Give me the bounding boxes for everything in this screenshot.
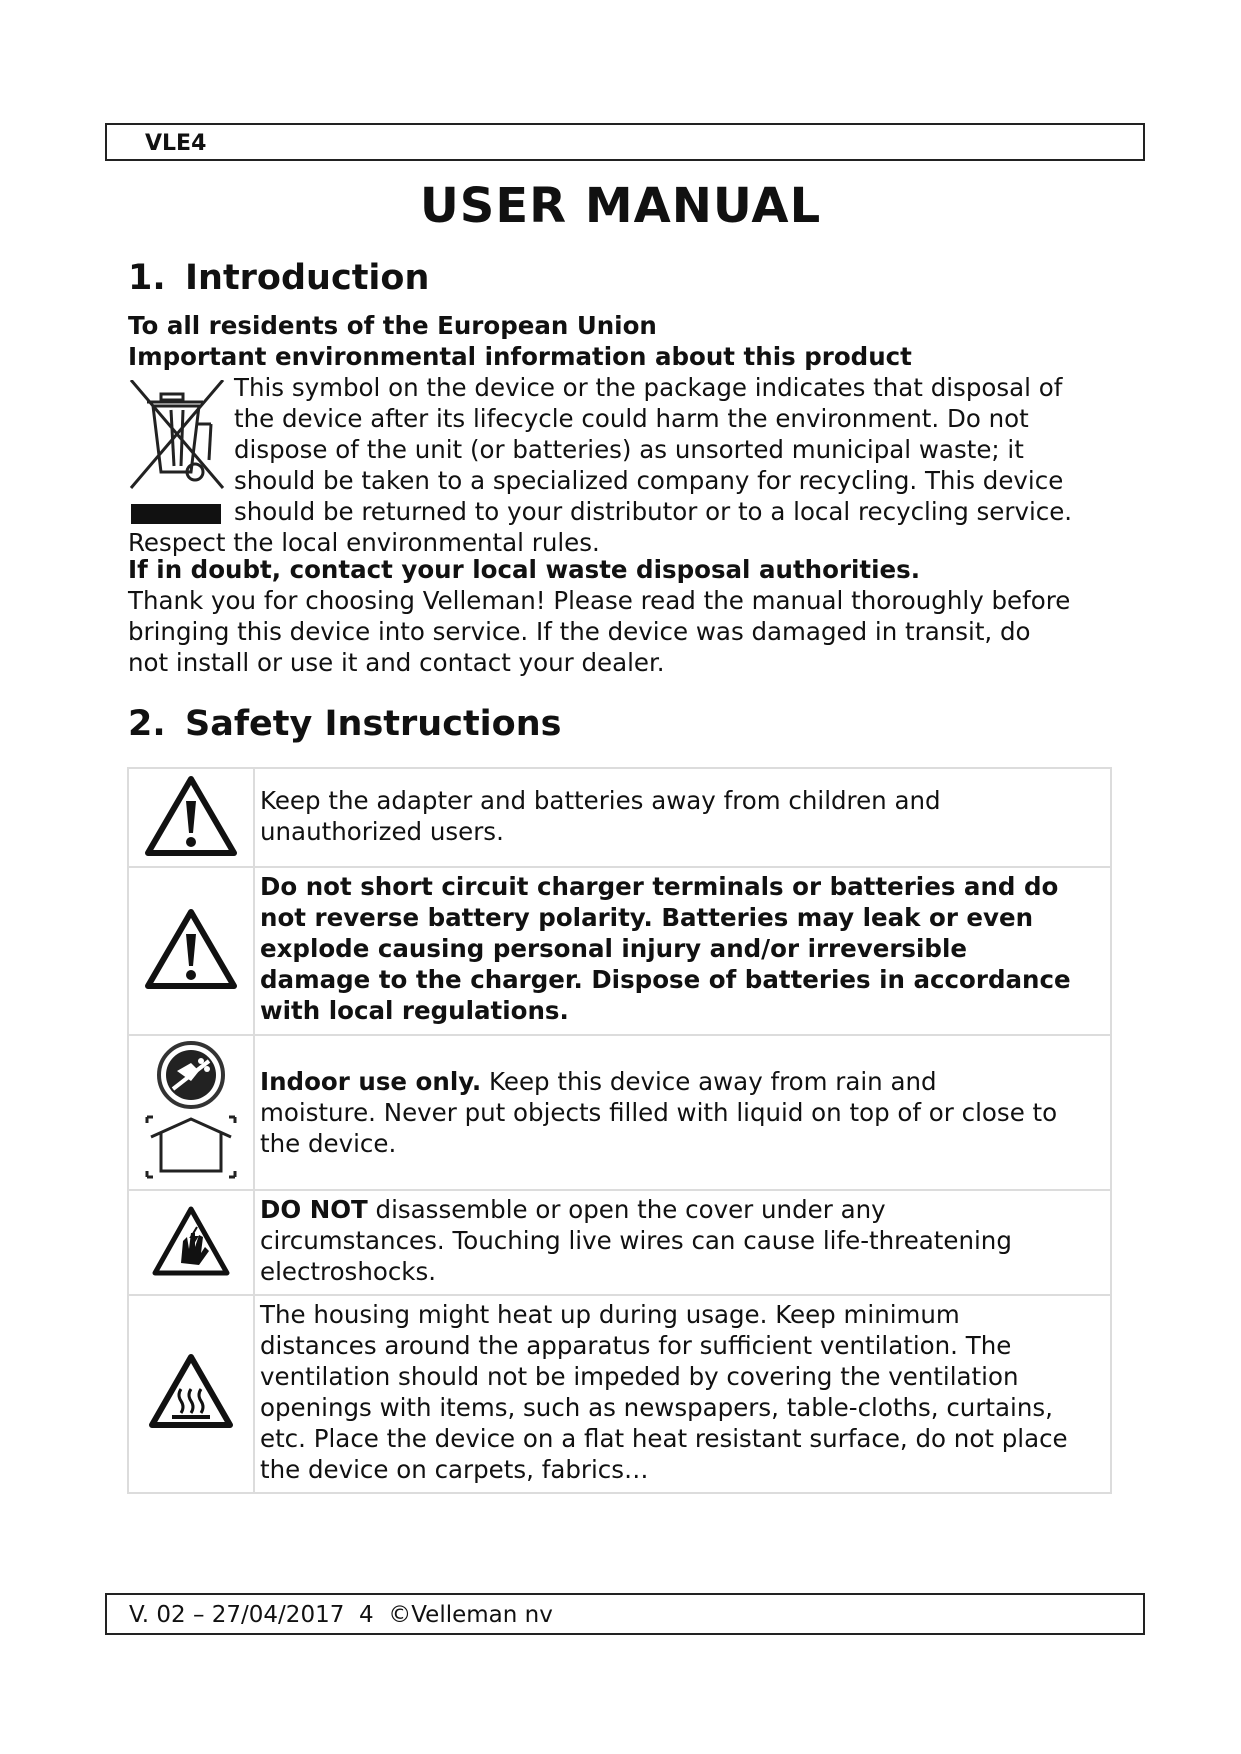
safety-text-line: distances around the apparatus for sufficient ventilation. The	[260, 1331, 1012, 1360]
safety-text-cell	[254, 768, 1111, 867]
safety-row	[128, 867, 1111, 1035]
section-number: 1.	[128, 258, 166, 298]
safety-text-cell	[254, 867, 1111, 1035]
indoor-use-icon	[143, 1041, 239, 1181]
thanks-text-line: not install or use it and contact your dealer.	[128, 648, 665, 677]
weee-text-line: the device after its lifecycle could harm the environment. Do not	[234, 404, 1029, 433]
safety-lead-rest: disassemble or open the cover under any	[367, 1195, 886, 1224]
weee-text-line: should be returned to your distributor or to a local recycling service.	[234, 497, 1073, 526]
safety-text-line	[260, 1194, 1102, 1225]
hot-surface-icon	[148, 1353, 234, 1431]
safety-text-line: Keep the adapter and batteries away from children and	[260, 786, 941, 815]
safety-row	[128, 1035, 1111, 1190]
safety-table	[127, 767, 1112, 1494]
safety-text-line: with local regulations.	[260, 996, 569, 1025]
warning-icon	[144, 908, 238, 990]
environmental-info-line: Important environmental information about this product	[128, 342, 912, 371]
crossed-bin-icon	[127, 380, 231, 530]
safety-text-line: circumstances. Touching live wires can cause life-threatening	[260, 1226, 1012, 1255]
safety-row	[128, 768, 1111, 867]
safety-row	[128, 1295, 1111, 1493]
safety-text-cell	[254, 1295, 1111, 1493]
section-heading-safety	[128, 704, 561, 744]
weee-text-line: should be taken to a specialized company for recycling. This device	[234, 466, 1064, 495]
safety-lead-rest: Keep this device away from rain and	[481, 1067, 937, 1096]
section-title: Safety Instructions	[185, 704, 562, 744]
safety-icon-cell	[128, 1190, 254, 1295]
safety-text-line: The housing might heat up during usage. Keep minimum	[260, 1300, 960, 1329]
weee-text-line: dispose of the unit (or batteries) as unsorted municipal waste; it	[234, 435, 1024, 464]
safety-text-line	[260, 1066, 1102, 1097]
model-code: VLE4	[145, 131, 207, 156]
safety-text-line: unauthorized users.	[260, 817, 504, 846]
safety-icon-cell	[128, 867, 254, 1035]
safety-text-cell	[254, 1190, 1111, 1295]
safety-text-line: ventilation should not be impeded by covering the ventilation	[260, 1362, 1019, 1391]
section-title: Introduction	[185, 258, 430, 298]
safety-row	[128, 1190, 1111, 1295]
safety-bold-lead: DO NOT	[260, 1195, 368, 1224]
safety-icon-cell	[128, 1295, 254, 1493]
safety-text-line: electroshocks.	[260, 1257, 437, 1286]
warning-icon	[144, 775, 238, 857]
doubt-contact-line: If in doubt, contact your local waste disposal authorities.	[128, 555, 921, 584]
weee-text-line: This symbol on the device or the package indicates that disposal of	[234, 373, 1063, 402]
respect-rules-line: Respect the local environmental rules.	[128, 528, 600, 557]
thanks-text-line: Thank you for choosing Velleman! Please read the manual thoroughly before	[128, 586, 1071, 615]
safety-bold-lead: Indoor use only.	[260, 1067, 482, 1096]
safety-text-line: explode causing personal injury and/or irreversible	[260, 934, 967, 963]
safety-text-line: the device.	[260, 1129, 397, 1158]
safety-icon-cell	[128, 768, 254, 867]
thanks-text-line: bringing this device into service. If the device was damaged in transit, do	[128, 617, 1031, 646]
eu-residents-line: To all residents of the European Union	[128, 311, 657, 340]
page-title: USER MANUAL	[419, 178, 822, 234]
footer-text: V. 02 – 27/04/2017 4 ©Velleman nv	[129, 1602, 553, 1628]
safety-text-line: damage to the charger. Dispose of batteries in accordance	[260, 965, 1071, 994]
footer-box	[105, 1593, 1145, 1635]
safety-text-line: openings with items, such as newspapers, table-cloths, curtains,	[260, 1393, 1053, 1422]
safety-text-line: not reverse battery polarity. Batteries may leak or even	[260, 903, 1034, 932]
safety-icon-cell	[128, 1035, 254, 1190]
safety-text-line: the device on carpets, fabrics…	[260, 1455, 649, 1484]
safety-text-cell	[254, 1035, 1111, 1190]
safety-text-line: etc. Place the device on a flat heat resistant surface, do not place	[260, 1424, 1068, 1453]
header-box	[105, 123, 1145, 161]
safety-text-line: moisture. Never put objects filled with liquid on top of or close to	[260, 1098, 1058, 1127]
section-heading-introduction	[128, 258, 429, 298]
electric-shock-icon	[151, 1205, 231, 1277]
section-number: 2.	[128, 704, 166, 744]
safety-text-line: Do not short circuit charger terminals or batteries and do	[260, 872, 1059, 901]
